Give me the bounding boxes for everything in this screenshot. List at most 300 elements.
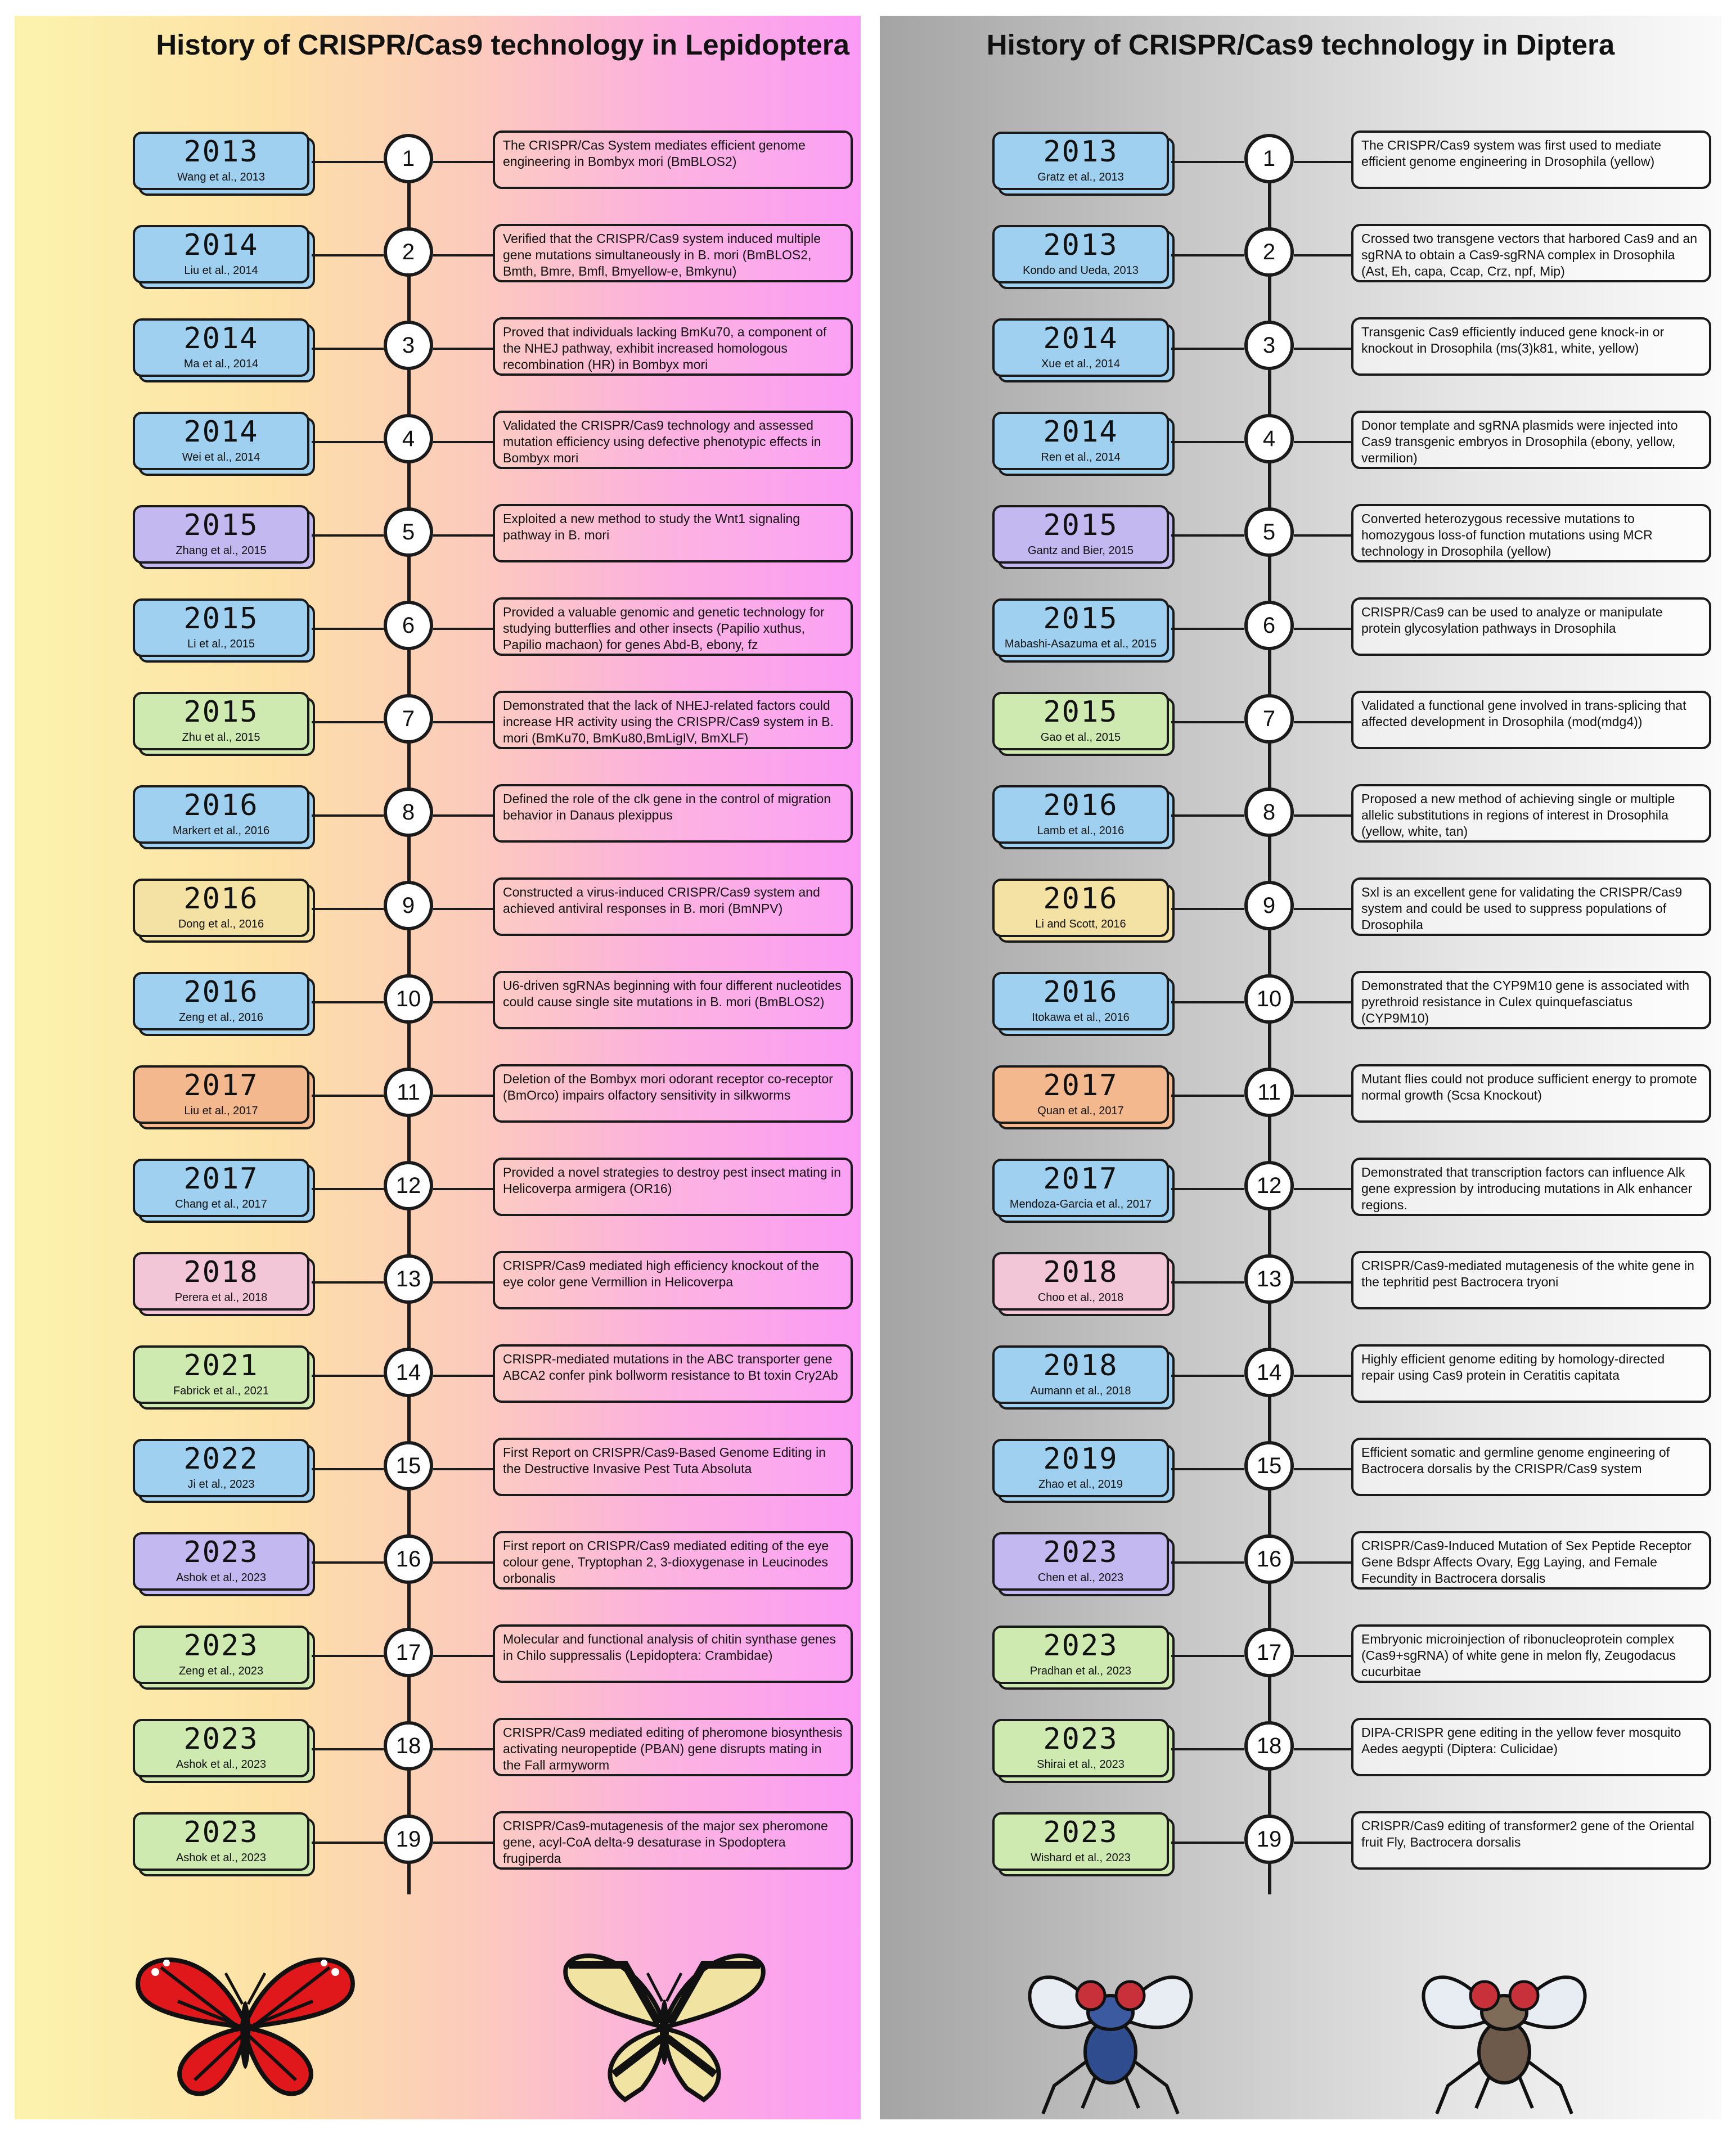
year-card-face (992, 412, 1169, 470)
connector-line (1171, 1842, 1244, 1844)
reference-label: Mendoza-Garcia et al., 2017 (1009, 1198, 1152, 1210)
timeline-entry (880, 969, 1721, 1036)
description-box: First Report on CRISPR/Cas9-Based Genome Editing in the Destructive Invasive Pest Tuta Absoluta (493, 1438, 853, 1496)
connector-line (1171, 441, 1244, 443)
year-label: 2014 (183, 415, 259, 449)
step-number: 5 (1262, 520, 1276, 544)
reference-label: Liu et al., 2014 (184, 264, 258, 277)
year-label: 2022 (183, 1442, 259, 1476)
year-card-face (992, 1159, 1169, 1217)
step-number-node (1244, 1254, 1294, 1304)
description-box: Deletion of the Bombyx mori odorant receptor co-receptor (BmOrco) impairs olfactory sensitivity in silkworms (493, 1064, 853, 1123)
connector-line (1294, 1561, 1351, 1564)
step-number: 19 (395, 1827, 421, 1852)
year-card (133, 225, 312, 281)
step-number-node (384, 1534, 433, 1584)
step-number-node (384, 1441, 433, 1491)
year-card-face (133, 598, 309, 657)
year-card (992, 1719, 1171, 1775)
year-label: 2017 (183, 1069, 259, 1102)
description-box: Transgenic Cas9 efficiently induced gene knock-in or knockout in Drosophila (ms(3)k81, white, yellow) (1351, 317, 1711, 376)
reference-label: Choo et al., 2018 (1037, 1291, 1124, 1304)
year-card (992, 1626, 1171, 1682)
year-card-face (992, 785, 1169, 844)
year-card (992, 1532, 1171, 1588)
timeline-entry (15, 1622, 861, 1690)
step-number-node (384, 414, 433, 463)
reference-label: Zeng et al., 2016 (178, 1011, 264, 1024)
timeline-entry (880, 1062, 1721, 1129)
connector-line (1171, 1188, 1244, 1190)
timeline-entry (880, 1155, 1721, 1223)
timeline-entry (15, 408, 861, 476)
connector-line (1294, 1468, 1351, 1470)
year-card-face (992, 318, 1169, 377)
description-box: CRISPR/Cas9-Induced Mutation of Sex Peptide Receptor Gene Bdspr Affects Ovary, Egg Laying, and Female Fecundity in Bactrocera dorsalis (1351, 1531, 1711, 1590)
year-card-face (133, 1159, 309, 1217)
diptera-title: History of CRISPR/Cas9 technology in Diptera (986, 29, 1615, 61)
description-box: CRISPR-mediated mutations in the ABC transporter gene ABCA2 confer pink bollworm resistance to Bt toxin Cry2Ab (493, 1344, 853, 1403)
connector-line (1294, 441, 1351, 443)
step-number: 17 (395, 1640, 421, 1665)
step-number-node (1244, 227, 1294, 277)
connector-line (1171, 1095, 1244, 1097)
reference-label: Dong et al., 2016 (178, 918, 264, 930)
year-card-face (133, 1065, 309, 1124)
connector-line (433, 348, 493, 350)
year-card-face (992, 132, 1169, 190)
year-label: 2014 (183, 322, 259, 355)
step-number-node (1244, 1721, 1294, 1771)
reference-label: Ma et al., 2014 (183, 358, 259, 370)
reference-label: Xue et al., 2014 (1041, 358, 1121, 370)
timeline-entry (880, 688, 1721, 756)
reference-label: Aumann et al., 2018 (1030, 1385, 1131, 1397)
year-card-face (133, 1532, 309, 1591)
year-card (133, 1252, 312, 1308)
connector-line (433, 534, 493, 537)
red-butterfly-illustration (127, 1939, 363, 2103)
timeline-entry (880, 128, 1721, 196)
year-card-face (992, 598, 1169, 657)
step-number-node (1244, 974, 1294, 1024)
timeline-entry (15, 595, 861, 663)
year-label: 2016 (1043, 975, 1118, 1009)
year-label: 2016 (183, 975, 259, 1009)
connector-line (312, 348, 384, 350)
year-card (992, 505, 1171, 561)
connector-line (433, 628, 493, 630)
connector-line (1294, 161, 1351, 163)
year-card (992, 1439, 1171, 1495)
connector-line (1294, 628, 1351, 630)
step-number-node (384, 507, 433, 557)
year-card (992, 132, 1171, 188)
connector-line (1171, 534, 1244, 537)
connector-line (312, 1375, 384, 1377)
year-card-face (992, 1719, 1169, 1777)
year-label: 2015 (1043, 508, 1118, 542)
description-box: Proposed a new method of achieving single or multiple allelic substitutions in regions of interest in Drosophila (yellow, white, tan) (1351, 784, 1711, 843)
description-box: Provided a valuable genomic and genetic technology for studying butterflies and other insects (Papilio xuthus, Papilio machaon) for genes Abd-B, ebony, fz (493, 597, 853, 656)
timeline-entry (880, 782, 1721, 849)
year-card (992, 412, 1171, 468)
year-label: 2013 (1043, 135, 1118, 169)
connector-line (312, 1001, 384, 1003)
reference-label: Itokawa et al., 2016 (1032, 1011, 1130, 1024)
reference-label: Zhu et al., 2015 (182, 731, 260, 744)
description-box: Validated the CRISPR/Cas9 technology and assessed mutation efficiency using defective phenotypic effects in Bombyx mori (493, 411, 853, 469)
year-label: 2019 (1043, 1442, 1118, 1476)
year-card-face (992, 1345, 1169, 1404)
year-card (992, 318, 1171, 375)
reference-label: Kondo and Ueda, 2013 (1023, 264, 1139, 277)
timeline-entry (15, 502, 861, 569)
year-label: 2015 (1043, 695, 1118, 729)
step-number-node (1244, 1348, 1294, 1397)
connector-line (312, 1842, 384, 1844)
reference-label: Chen et al., 2023 (1037, 1572, 1124, 1584)
reference-label: Gao et al., 2015 (1040, 731, 1121, 744)
step-number: 15 (1256, 1453, 1282, 1478)
timeline-entry (880, 1716, 1721, 1783)
step-number-node (384, 1721, 433, 1771)
step-number-node (1244, 601, 1294, 650)
year-card-face (133, 1719, 309, 1777)
timeline-entry (880, 1529, 1721, 1596)
step-number: 3 (1262, 333, 1276, 358)
connector-line (1294, 1095, 1351, 1097)
reference-label: Wang et al., 2013 (177, 171, 266, 183)
connector-line (433, 721, 493, 723)
connector-line (312, 254, 384, 256)
timeline-entry (880, 1622, 1721, 1690)
step-number: 13 (1256, 1267, 1282, 1291)
description-box: CRISPR/Cas9 can be used to analyze or manipulate protein glycosylation pathways in Drosophila (1351, 597, 1711, 656)
diptera-panel (880, 16, 1721, 2119)
step-number: 6 (1262, 613, 1276, 638)
year-card-face (133, 1812, 309, 1871)
connector-line (312, 1468, 384, 1470)
step-number: 9 (1262, 893, 1276, 918)
connector-line (433, 254, 493, 256)
connector-line (433, 1842, 493, 1844)
year-card (133, 1345, 312, 1402)
year-card-face (133, 1439, 309, 1497)
timeline-entry (15, 128, 861, 196)
year-card-face (133, 1626, 309, 1684)
year-card (133, 505, 312, 561)
description-box: Constructed a virus-induced CRISPR/Cas9 system and achieved antiviral responses in B. mori (BmNPV) (493, 877, 853, 936)
step-number-node (384, 694, 433, 744)
year-card (133, 972, 312, 1028)
year-card-face (133, 318, 309, 377)
timeline-entry (15, 1435, 861, 1503)
step-number-node (384, 1161, 433, 1210)
year-card-face (992, 1812, 1169, 1871)
connector-line (312, 628, 384, 630)
year-label: 2023 (183, 1629, 259, 1663)
connector-line (1294, 1842, 1351, 1844)
year-label: 2013 (1043, 228, 1118, 262)
connector-line (1294, 814, 1351, 817)
step-number: 14 (1256, 1360, 1282, 1385)
year-card-face (133, 412, 309, 470)
year-label: 2015 (183, 695, 259, 729)
step-number: 1 (402, 146, 415, 171)
timeline-entry (15, 688, 861, 756)
connector-line (1294, 1375, 1351, 1377)
reference-label: Perera et al., 2018 (174, 1291, 268, 1304)
timeline-entry (15, 1249, 861, 1316)
year-card (992, 1159, 1171, 1215)
step-number-node (384, 787, 433, 837)
year-card (992, 692, 1171, 748)
year-card-face (133, 1252, 309, 1311)
step-number: 5 (402, 520, 415, 544)
year-card (133, 1626, 312, 1682)
year-card-face (133, 879, 309, 937)
connector-line (1171, 1561, 1244, 1564)
reference-label: Gantz and Bier, 2015 (1028, 544, 1134, 557)
year-label: 2016 (183, 882, 259, 916)
connector-line (1171, 1001, 1244, 1003)
connector-line (312, 1655, 384, 1657)
blue-fly-illustration (1009, 1939, 1212, 2119)
year-label: 2023 (1043, 1536, 1118, 1569)
description-box: CRISPR/Cas9 mediated high efficiency knockout of the eye color gene Vermillion in Helicoverpa (493, 1251, 853, 1309)
step-number-node (384, 1815, 433, 1864)
connector-line (1294, 254, 1351, 256)
description-box: The CRISPR/Cas9 system was first used to mediate efficient genome engineering in Drosophila (yellow) (1351, 130, 1711, 189)
step-number: 2 (402, 240, 415, 264)
year-label: 2016 (183, 789, 259, 822)
timeline-entry (880, 1342, 1721, 1410)
year-card (133, 132, 312, 188)
connector-line (433, 1468, 493, 1470)
step-number: 19 (1256, 1827, 1282, 1852)
step-number: 7 (1262, 706, 1276, 731)
step-number-node (1244, 134, 1294, 183)
connector-line (1294, 721, 1351, 723)
step-number: 16 (1256, 1547, 1282, 1572)
reference-label: Chang et al., 2017 (175, 1198, 267, 1210)
step-number: 3 (402, 333, 415, 358)
year-card-face (133, 225, 309, 283)
year-card (133, 318, 312, 375)
year-label: 2015 (1043, 602, 1118, 636)
step-number: 14 (395, 1360, 421, 1385)
description-box: Provided a novel strategies to destroy pest insect mating in Helicoverpa armigera (OR16) (493, 1158, 853, 1216)
year-card (992, 598, 1171, 655)
description-box: U6-driven sgRNAs beginning with four different nucleotides could cause single site mutations in B. mori (BmBLOS2) (493, 971, 853, 1029)
step-number: 15 (395, 1453, 421, 1478)
reference-label: Li and Scott, 2016 (1035, 918, 1126, 930)
description-box: Sxl is an excellent gene for validating the CRISPR/Cas9 system and could be used to suppress populations of Drosophila (1351, 877, 1711, 936)
year-label: 2023 (1043, 1722, 1118, 1756)
timeline-entry (15, 1716, 861, 1783)
year-label: 2017 (183, 1162, 259, 1196)
year-card-face (133, 505, 309, 564)
timeline-entry (15, 1809, 861, 1876)
year-card-face (992, 1532, 1169, 1591)
step-number: 4 (402, 426, 415, 451)
year-label: 2017 (1043, 1069, 1118, 1102)
year-card (992, 1812, 1171, 1869)
reference-label: Zeng et al., 2023 (178, 1665, 264, 1677)
year-card-face (992, 225, 1169, 283)
description-box: First report on CRISPR/Cas9 mediated editing of the eye colour gene, Tryptophan 2, 3-dioxygenase in Leucinodes orbonalis (493, 1531, 853, 1590)
timeline-entry (15, 969, 861, 1036)
year-card (992, 1252, 1171, 1308)
description-box: Proved that individuals lacking BmKu70, a component of the NHEJ pathway, exhibit increased homologous recombination (HR) in Bombyx mori (493, 317, 853, 376)
timeline-entry (880, 1809, 1721, 1876)
swallowtail-butterfly-illustration (557, 1939, 771, 2108)
year-label: 2014 (183, 228, 259, 262)
year-card-face (133, 972, 309, 1030)
connector-line (1171, 348, 1244, 350)
year-label: 2018 (1043, 1349, 1118, 1383)
year-label: 2015 (183, 508, 259, 542)
connector-line (312, 1095, 384, 1097)
timeline-entry (880, 502, 1721, 569)
reference-label: Pradhan et al., 2023 (1029, 1665, 1132, 1677)
step-number: 2 (1262, 240, 1276, 264)
connector-line (312, 534, 384, 537)
connector-line (312, 441, 384, 443)
connector-line (1294, 908, 1351, 910)
year-card (133, 1439, 312, 1495)
year-card (992, 1345, 1171, 1402)
step-number: 11 (397, 1080, 420, 1105)
connector-line (1171, 628, 1244, 630)
step-number-node (1244, 694, 1294, 744)
connector-line (433, 1375, 493, 1377)
connector-line (433, 1281, 493, 1284)
connector-line (1171, 1748, 1244, 1750)
step-number-node (384, 601, 433, 650)
description-box: Validated a functional gene involved in trans-splicing that affected development in Drosophila (mod(mdg4)) (1351, 691, 1711, 749)
year-card-face (992, 1065, 1169, 1124)
year-card (133, 412, 312, 468)
connector-line (433, 1655, 493, 1657)
year-card-face (992, 972, 1169, 1030)
step-number-node (384, 1068, 433, 1117)
connector-line (433, 1095, 493, 1097)
reference-label: Ashok et al., 2023 (176, 1852, 267, 1864)
timeline-entry (15, 1155, 861, 1223)
connector-line (1171, 1468, 1244, 1470)
step-number: 7 (402, 706, 415, 731)
reference-label: Shirai et al., 2023 (1037, 1758, 1125, 1771)
reference-label: Ji et al., 2023 (187, 1478, 255, 1491)
step-number-node (384, 1628, 433, 1677)
connector-line (1171, 908, 1244, 910)
reference-label: Ashok et al., 2023 (176, 1758, 267, 1771)
description-box: Donor template and sgRNA plasmids were injected into Cas9 transgenic embryos in Drosophila (ebony, yellow, vermilion) (1351, 411, 1711, 469)
year-card (133, 1719, 312, 1775)
connector-line (1294, 1188, 1351, 1190)
connector-line (312, 1188, 384, 1190)
year-label: 2023 (183, 1816, 259, 1849)
description-box: CRISPR/Cas9-mediated mutagenesis of the white gene in the tephritid pest Bactrocera tryoni (1351, 1251, 1711, 1309)
year-label: 2021 (183, 1349, 259, 1383)
year-card-face (992, 692, 1169, 750)
step-number-node (384, 227, 433, 277)
year-card (992, 972, 1171, 1028)
step-number: 8 (402, 800, 415, 825)
connector-line (1171, 1281, 1244, 1284)
connector-line (433, 1748, 493, 1750)
reference-label: Ashok et al., 2023 (176, 1572, 267, 1584)
year-card (133, 692, 312, 748)
step-number-node (1244, 1534, 1294, 1584)
year-label: 2016 (1043, 789, 1118, 822)
timeline-entry (15, 782, 861, 849)
step-number: 10 (1256, 987, 1282, 1011)
timeline-entry (880, 875, 1721, 943)
reference-label: Zhao et al., 2019 (1038, 1478, 1123, 1491)
timeline-entry (880, 1249, 1721, 1316)
step-number-node (1244, 321, 1294, 370)
year-card (133, 1812, 312, 1869)
year-card (133, 598, 312, 655)
description-box: CRISPR/Cas9 editing of transformer2 gene of the Oriental fruit Fly, Bactrocera dorsalis (1351, 1811, 1711, 1870)
step-number-node (1244, 1628, 1294, 1677)
connector-line (1171, 1655, 1244, 1657)
year-card-face (133, 785, 309, 844)
description-box: Mutant flies could not produce sufficient energy to promote normal growth (Scsa Knockout) (1351, 1064, 1711, 1123)
description-box: CRISPR/Cas9 mediated editing of pheromone biosynthesis activating neuropeptide (PBAN) gene disrupts mating in the Fall armyworm (493, 1718, 853, 1776)
year-card-face (133, 692, 309, 750)
step-number-node (1244, 881, 1294, 930)
year-label: 2023 (183, 1536, 259, 1569)
year-card (133, 1532, 312, 1588)
step-number: 8 (1262, 800, 1276, 825)
year-card-face (992, 1439, 1169, 1497)
timeline-entry (880, 222, 1721, 289)
year-card-face (992, 1252, 1169, 1311)
step-number: 4 (1262, 426, 1276, 451)
step-number-node (1244, 414, 1294, 463)
connector-line (1171, 1375, 1244, 1377)
connector-line (1171, 721, 1244, 723)
step-number-node (1244, 1441, 1294, 1491)
reference-label: Lamb et al., 2016 (1037, 825, 1125, 837)
connector-line (433, 908, 493, 910)
year-card-face (992, 879, 1169, 937)
connector-line (433, 814, 493, 817)
step-number: 10 (395, 987, 421, 1011)
year-card-face (992, 1626, 1169, 1684)
step-number-node (384, 321, 433, 370)
year-label: 2018 (183, 1255, 259, 1289)
step-number-node (1244, 1068, 1294, 1117)
year-card (133, 1159, 312, 1215)
year-card (133, 879, 312, 935)
step-number: 9 (402, 893, 415, 918)
timeline-entry (880, 315, 1721, 382)
lepidoptera-panel (15, 16, 861, 2119)
connector-line (1294, 348, 1351, 350)
year-label: 2018 (1043, 1255, 1118, 1289)
step-number-node (384, 134, 433, 183)
year-label: 2016 (1043, 882, 1118, 916)
step-number-node (1244, 787, 1294, 837)
connector-line (433, 1188, 493, 1190)
connector-line (1171, 254, 1244, 256)
year-card (992, 879, 1171, 935)
